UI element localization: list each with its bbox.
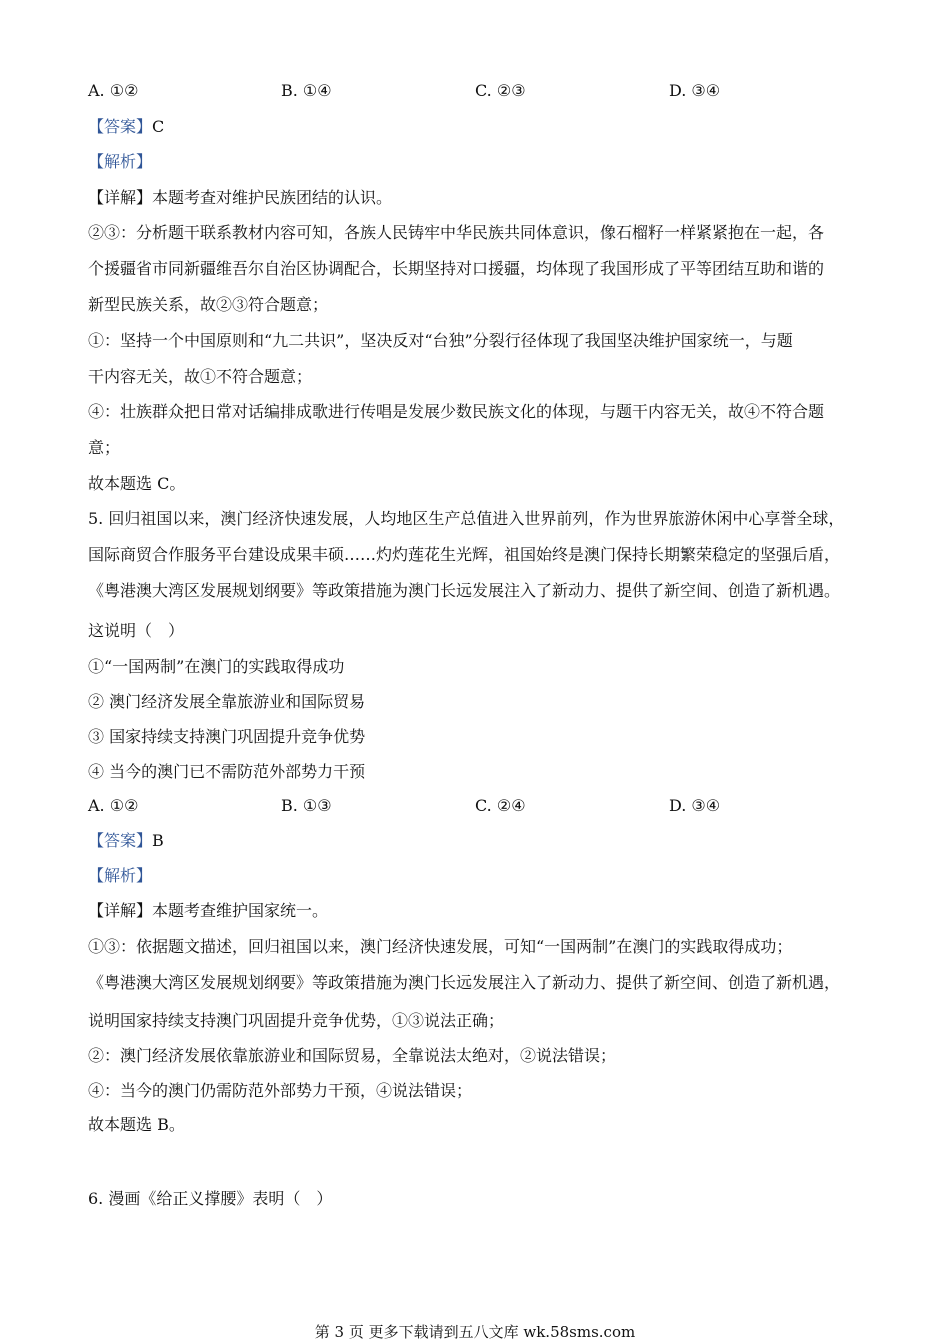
q5-item-1: ①“一国两制”在澳门的实践取得成功 — [88, 657, 345, 676]
q5-detail-line: ②：澳门经济发展依靠旅游业和国际贸易，全靠说法太绝对，②说法错误； — [88, 1046, 617, 1065]
q4-option-b: B. ①④ — [281, 81, 332, 100]
page-footer: 第 3 页 更多下载请到五八文库 wk.58sms.com — [314, 1323, 636, 1341]
q5-stem-line: 这说明（ ） — [88, 621, 185, 640]
q4-detail-line: 【详解】本题考查对维护民族团结的认识。 — [88, 188, 393, 207]
q4-option-d: D. ③④ — [669, 81, 721, 100]
q5-stem-line: 5. 回归祖国以来，澳门经济快速发展，人均地区生产总值进入世界前列，作为世界旅游休闲中心享誉全球， — [88, 509, 845, 528]
q4-detail-line: 干内容无关，故①不符合题意； — [88, 367, 313, 386]
q5-option-d: D. ③④ — [669, 796, 721, 815]
q5-detail-line: ①③：依据题文描述，回归祖国以来，澳门经济快速发展，可知“一国两制”在澳门的实践取得成功； — [88, 937, 793, 956]
q5-options — [88, 795, 868, 817]
q4-detail-line: 新型民族关系，故②③符合题意； — [88, 295, 329, 314]
q4-detail-line: 个援疆省市同新疆维吾尔自治区协调配合，长期坚持对口援疆，均体现了我国形成了平等团结互助和谐的 — [88, 259, 825, 278]
q5-option-a: A. ①② — [88, 796, 139, 815]
q5-answer-value: B — [152, 831, 164, 850]
q5-stem-line: 国际商贸合作服务平台建设成果丰硕……灼灼莲花生光辉，祖国始终是澳门保持长期繁荣稳定的坚强后盾， — [88, 545, 841, 564]
q4-options — [88, 80, 868, 102]
q5-detail-line: 【详解】本题考查维护国家统一。 — [88, 901, 329, 920]
q5-option-c: C. ②④ — [475, 796, 526, 815]
q4-analysis-tag: 【解析】 — [88, 152, 153, 171]
q4-detail-line: ①：坚持一个中国原则和“九二共识”，坚决反对“台独”分裂行径体现了我国坚决维护国家统一，与题 — [88, 331, 793, 350]
q4-answer — [88, 116, 164, 138]
q5-item-3: ③ 国家持续支持澳门巩固提升竞争优势 — [88, 727, 366, 746]
q4-detail-line: ④：壮族群众把日常对话编排成歌进行传唱是发展少数民族文化的体现，与题干内容无关，故④不符合题 — [88, 402, 825, 421]
q5-answer — [88, 830, 164, 852]
q5-item-2: ② 澳门经济发展全靠旅游业和国际贸易 — [88, 692, 366, 711]
q5-detail-line: 《粤港澳大湾区发展规划纲要》等政策措施为澳门长远发展注入了新动力、提供了新空间、创造了新机遇， — [88, 973, 841, 992]
q5-option-b: B. ①③ — [281, 796, 332, 815]
q5-detail-line: ④：当今的澳门仍需防范外部势力干预，④说法错误； — [88, 1081, 473, 1100]
q5-conclusion: 故本题选 B。 — [88, 1115, 185, 1134]
q5-analysis-tag: 【解析】 — [88, 866, 153, 885]
q4-detail-line: 意； — [88, 438, 121, 457]
q4-option-c: C. ②③ — [475, 81, 526, 100]
q4-option-a: A. ①② — [88, 81, 139, 100]
q6-stem: 6. 漫画《给正义撑腰》表明（ ） — [88, 1189, 333, 1208]
q4-answer-tag: 【答案】 — [88, 117, 153, 136]
q5-item-4: ④ 当今的澳门已不需防范外部势力干预 — [88, 762, 366, 781]
q5-answer-tag: 【答案】 — [88, 831, 153, 850]
q4-answer-value: C — [152, 117, 165, 136]
q5-stem-line: 《粤港澳大湾区发展规划纲要》等政策措施为澳门长远发展注入了新动力、提供了新空间、创造了新机遇。 — [88, 581, 841, 600]
q5-detail-line: 说明国家持续支持澳门巩固提升竞争优势，①③说法正确； — [88, 1011, 505, 1030]
q4-detail-line: ②③：分析题干联系教材内容可知，各族人民铸牢中华民族共同体意识，像石榴籽一样紧紧抱在一起，各 — [88, 223, 825, 242]
q4-conclusion: 故本题选 C。 — [88, 474, 186, 493]
